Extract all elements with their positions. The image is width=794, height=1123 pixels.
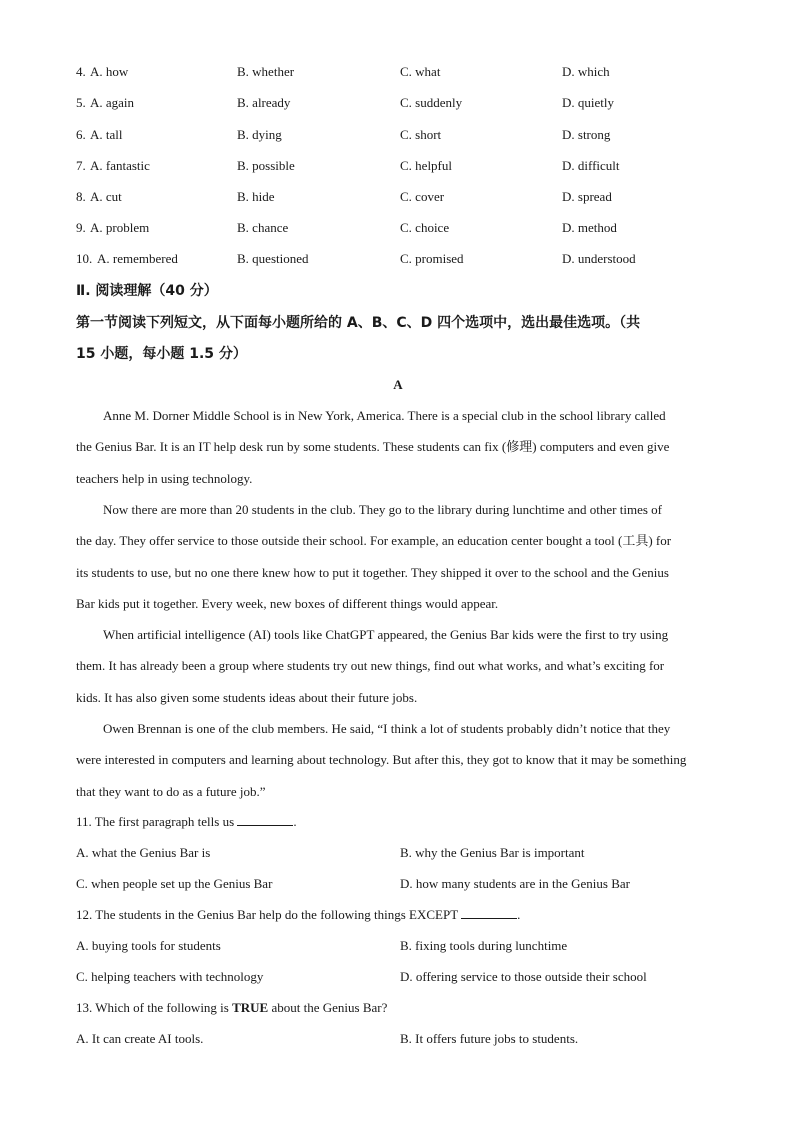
option-d[interactable]: D. understood	[562, 251, 636, 266]
option-b[interactable]: B. possible	[237, 158, 295, 173]
passage-paragraph-4	[76, 713, 718, 807]
instruction-line-2: 15 小题，每小题 1.5 分）	[76, 346, 247, 362]
question-11-options-row-1	[76, 843, 720, 863]
passage-line: Owen Brennan is one of the club members. He said, “I think a lot of students probably didn’t notice that they	[103, 721, 671, 736]
question-text: 12. The students in the Genius Bar help do the following things EXCEPT	[76, 907, 458, 922]
option-b[interactable]: B. questioned	[237, 251, 309, 266]
passage-line: Anne M. Dorner Middle School is in New York, America. There is a special club in the school library called	[103, 408, 666, 423]
question-11-stem	[76, 812, 720, 832]
question-text: 11. The first paragraph tells us	[76, 814, 235, 829]
option-b[interactable]: B. hide	[237, 189, 275, 204]
option-c[interactable]: C. helping teachers with technology	[76, 969, 264, 984]
cloze-option-row	[76, 156, 720, 176]
question-13-options-row-1	[76, 1029, 720, 1049]
option-a[interactable]: A. cut	[90, 189, 122, 204]
passage-label: A	[393, 377, 403, 392]
passage-line: the day. They offer service to those outside their school. For example, an education center bought a tool (工具) for	[76, 533, 672, 549]
question-text: 13. Which of the following is	[76, 1000, 233, 1015]
option-c[interactable]: C. promised	[400, 251, 464, 266]
cloze-option-row	[76, 125, 720, 145]
option-c[interactable]: C. helpful	[400, 158, 452, 173]
passage-line: Now there are more than 20 students in the club. They go to the library during lunchtime and other times of	[103, 502, 662, 517]
passage-paragraph-3	[76, 619, 718, 713]
cloze-option-row	[76, 249, 720, 269]
cloze-option-row	[76, 62, 720, 82]
option-a[interactable]: A. again	[90, 95, 135, 110]
option-c[interactable]: C. what	[400, 64, 441, 79]
cloze-option-row	[76, 187, 720, 207]
question-12-stem	[76, 905, 720, 925]
option-b[interactable]: B. chance	[237, 220, 289, 235]
passage-line: When artificial intelligence (AI) tools like ChatGPT appeared, the Genius Bar kids were the first to try using	[103, 627, 669, 642]
answer-blank[interactable]	[237, 813, 293, 826]
option-d[interactable]: D. spread	[562, 189, 612, 204]
option-a[interactable]: A. tall	[90, 127, 123, 142]
option-b[interactable]: B. whether	[237, 64, 295, 79]
option-a[interactable]: A. buying tools for students	[76, 938, 221, 953]
answer-blank[interactable]	[461, 906, 517, 919]
question-number: 5.	[76, 95, 86, 110]
passage-line: kids. It has also given some students ideas about their future jobs.	[76, 689, 418, 705]
question-number: 4.	[76, 64, 86, 79]
passage-line: were interested in computers and learning about technology. But after this, they got to know that it may be something	[76, 752, 687, 768]
option-c[interactable]: C. when people set up the Genius Bar	[76, 876, 273, 891]
passage-paragraph-1	[76, 400, 718, 494]
passage-line: its students to use, but no one there knew how to put it together. They shipped it over to the school and the Genius	[76, 564, 669, 580]
question-number: 7.	[76, 158, 86, 173]
option-c[interactable]: C. cover	[400, 189, 445, 204]
instruction-line-1: 第一节阅读下列短文，从下面每小题所给的 A、B、C、D 四个选项中，选出最佳选项。（共	[76, 315, 641, 331]
passage-line: the Genius Bar. It is an IT help desk run by some students. These students can fix (修理) computers and even give	[76, 439, 670, 455]
option-d[interactable]: D. how many students are in the Genius Bar	[400, 876, 630, 891]
option-a[interactable]: A. problem	[90, 220, 150, 235]
question-number: 8.	[76, 189, 86, 204]
option-b[interactable]: B. why the Genius Bar is important	[400, 845, 585, 860]
option-b[interactable]: B. dying	[237, 127, 282, 142]
question-end: .	[293, 814, 297, 829]
option-b[interactable]: B. It offers future jobs to students.	[400, 1031, 579, 1046]
option-a[interactable]: A. remembered	[97, 251, 178, 266]
option-b[interactable]: B. already	[237, 95, 291, 110]
option-c[interactable]: C. choice	[400, 220, 450, 235]
option-a[interactable]: A. fantastic	[90, 158, 150, 173]
question-13-stem	[76, 998, 720, 1018]
question-text-end: about the Genius Bar?	[268, 1000, 388, 1015]
question-number: 6.	[76, 127, 86, 142]
option-d[interactable]: D. offering service to those outside their school	[400, 969, 647, 984]
section-title: Ⅱ. 阅读理解（40 分）	[76, 283, 218, 299]
option-d[interactable]: D. strong	[562, 127, 611, 142]
cloze-option-row	[76, 93, 720, 113]
passage-line: them. It has already been a group where students try out new things, find out what works, and what’s exciting for	[76, 658, 665, 674]
option-d[interactable]: D. quietly	[562, 95, 614, 110]
passage-line: teachers help in using technology.	[76, 470, 253, 486]
passage-line: Bar kids put it together. Every week, new boxes of different things would appear.	[76, 595, 499, 611]
question-number: 10.	[76, 251, 93, 266]
question-end: .	[517, 907, 521, 922]
cloze-option-row	[76, 218, 720, 238]
option-b[interactable]: B. fixing tools during lunchtime	[400, 938, 568, 953]
question-number: 9.	[76, 220, 86, 235]
option-d[interactable]: D. difficult	[562, 158, 620, 173]
option-c[interactable]: C. suddenly	[400, 95, 463, 110]
option-d[interactable]: D. which	[562, 64, 610, 79]
option-d[interactable]: D. method	[562, 220, 617, 235]
passage-paragraph-2	[76, 494, 718, 619]
question-emphasis: TRUE	[232, 1000, 269, 1015]
option-a[interactable]: A. how	[90, 64, 129, 79]
passage-line: that they want to do as a future job.”	[76, 783, 266, 799]
option-c[interactable]: C. short	[400, 127, 442, 142]
option-a[interactable]: A. It can create AI tools.	[76, 1031, 204, 1046]
question-12-options-row-1	[76, 936, 720, 956]
question-11-options-row-2	[76, 874, 720, 894]
option-a[interactable]: A. what the Genius Bar is	[76, 845, 211, 860]
question-12-options-row-2	[76, 967, 720, 987]
